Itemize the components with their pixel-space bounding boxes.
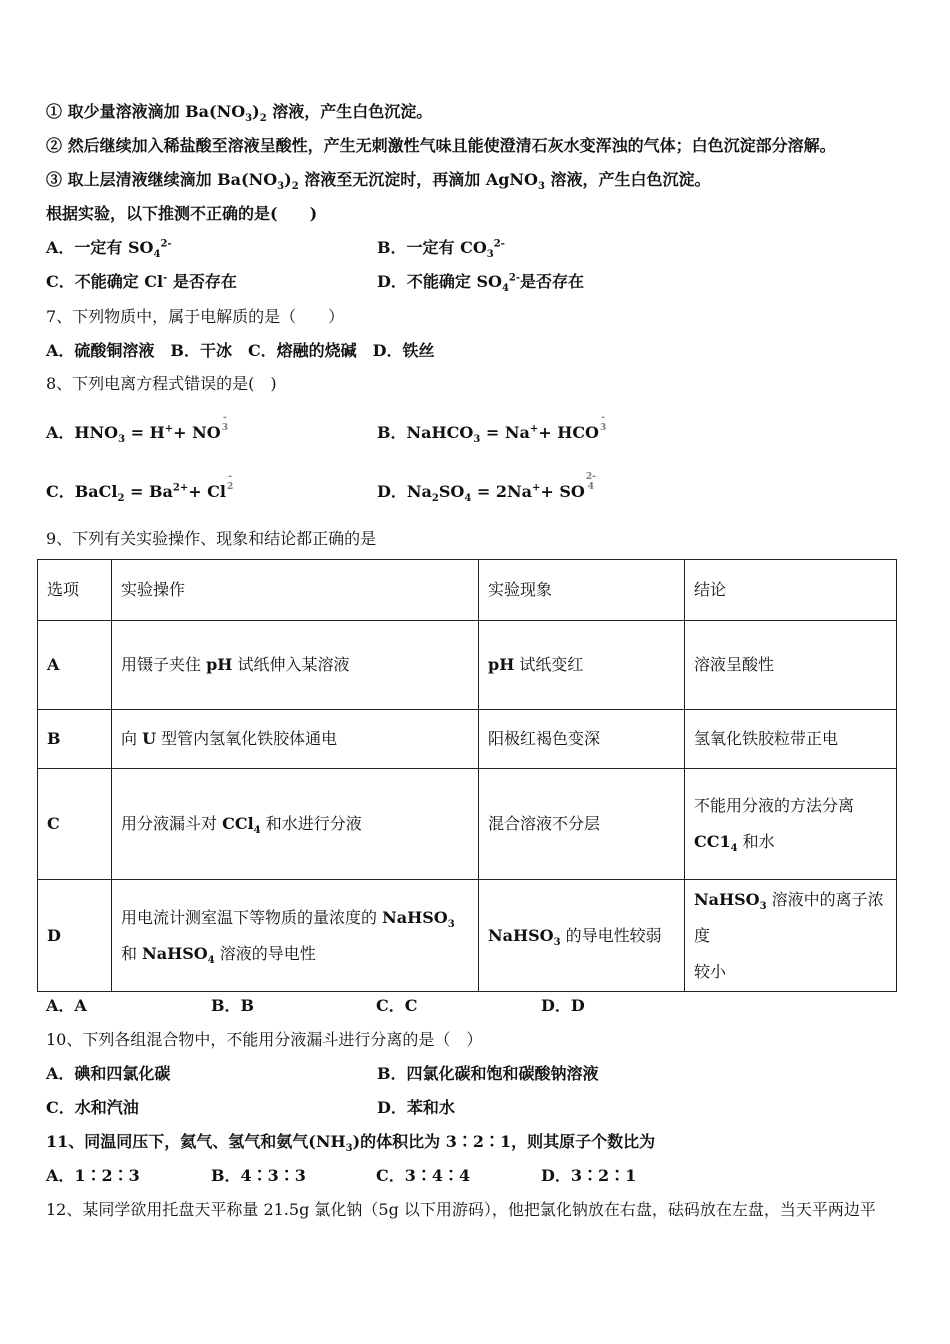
q11-option-c: C．3∶4∶4 [376,1166,471,1185]
q11-stem: 11、同温同压下，氦气、氢气和氨气$(NH_3)$的体积比为 3∶2∶1，则其原子个数比为 [46,1132,656,1155]
q11-options [46,1166,636,1186]
table-row [38,880,897,992]
q10-stem: 10、下列各组混合物中，不能用分液漏斗进行分离的是（ ） [46,1030,483,1049]
row-a-phenomenon: pH 试纸变红 [479,621,685,710]
experiment-table [37,559,897,992]
header-option: 选项 [38,560,112,621]
q6-step3: ③ 取上层清液继续滴加 $Ba(NO_3)_2$ 溶液至无沉淀时，再滴加 AgNO$_3$ 溶液，产生白色沉淀。 [46,170,711,193]
row-b-operation: 向 U 型管内氢氧化铁胶体通电 [112,710,479,769]
header-operation: 实验操作 [112,560,479,621]
row-a-option: A [38,621,112,710]
row-b-conclusion: 氢氧化铁胶粒带正电 [685,710,897,769]
q6-option-d: D．不能确定 $SO_4^{2-}$是否存在 [377,272,585,295]
header-phenomenon: 实验现象 [479,560,685,621]
row-d-option: D [38,880,112,992]
q11-option-d: D．3∶2∶1 [541,1166,637,1185]
row-a-conclusion: 溶液呈酸性 [685,621,897,710]
table-row [38,710,897,769]
q7-stem: 7、下列物质中，属于电解质的是（ ） [46,307,345,326]
row-b-phenomenon: 阳极红褐色变深 [479,710,685,769]
q9-answer-b: B．B [211,996,255,1015]
q10-option-c: C．水和汽油 [46,1098,139,1117]
q12-stem: 12、某同学欲用托盘天平称量 21.5g 氯化钠（5g 以下用游码），他把氯化钠放在右盘，砝码放在左盘，当天平两边平 [46,1200,876,1219]
row-b-option: B [38,710,112,769]
q7-options: A．硫酸铜溶液 B．干冰 C．熔融的烧碱 D．铁丝 [46,341,435,360]
q10-option-a: A．碘和四氯化碳 [46,1064,171,1083]
q9-answer-a: A．A [46,996,87,1015]
q6-step1: ① 取少量溶液滴加 $Ba(NO_3)_2$ 溶液，产生白色沉淀。 [46,102,433,125]
header-conclusion: 结论 [685,560,897,621]
q11-option-b: B．4∶3∶3 [211,1166,306,1185]
row-a-operation: 用镊子夹住 pH 试纸伸入某溶液 [112,621,479,710]
row-d-conclusion: NaHSO$_3$ 溶液中的离子浓度 较小 [685,880,897,992]
q6-step2: ② 然后继续加入稀盐酸至溶液呈酸性，产生无刺激性气味且能使澄清石灰水变浑浊的气体；白色沉淀部分溶解。 [46,136,836,155]
q8-option-c: C．BaCl$_2$ = $Ba^{2+}+ Cl$ - 2 [46,472,234,505]
q9-stem: 9、下列有关实验操作、现象和结论都正确的是 [46,529,377,548]
row-c-operation: 用分液漏斗对 CCl$_4$ 和水进行分液 [112,769,479,880]
q6-option-b: B．一定有 $CO_3^{2-}$ [377,238,505,261]
q6-option-a: A．一定有 $SO_4^{2-}$ [46,238,172,261]
q11-option-a: A．1∶2∶3 [46,1166,140,1185]
q9-answer-d: D．D [541,996,585,1015]
row-d-phenomenon: NaHSO$_3$ 的导电性较弱 [479,880,685,992]
q8-option-b: B．NaHCO$_3$ = Na++ HCO - 3 [377,413,607,446]
table-row [38,621,897,710]
row-c-option: C [38,769,112,880]
q8-stem: 8、下列电离方程式错误的是( ) [46,374,277,393]
table-row [38,769,897,880]
q9-answers [46,996,585,1016]
q10-option-d: D．苯和水 [377,1098,455,1117]
q6-option-c: C．不能确定 Cl- 是否存在 [46,272,237,291]
row-d-operation: 用电流计测室温下等物质的量浓度的 NaHSO$_3$ 和 NaHSO$_4$ 溶液的导电性 [112,880,479,992]
q9-answer-c: C．C [376,996,418,1015]
q8-option-d: D．$Na_2SO_4 = 2Na^++$ SO 2- 4 [377,472,596,505]
row-c-phenomenon: 混合溶液不分层 [479,769,685,880]
q6-question: 根据实验，以下推测不正确的是( ) [46,204,318,223]
table-header-row [38,560,897,621]
q8-option-a: A．$HNO_3 = H^++$ NO - 3 [46,413,228,446]
q10-option-b: B．四氯化碳和饱和碳酸钠溶液 [377,1064,599,1083]
row-c-conclusion: 不能用分液的方法分离 $CC1_4$ 和水 [685,769,897,880]
